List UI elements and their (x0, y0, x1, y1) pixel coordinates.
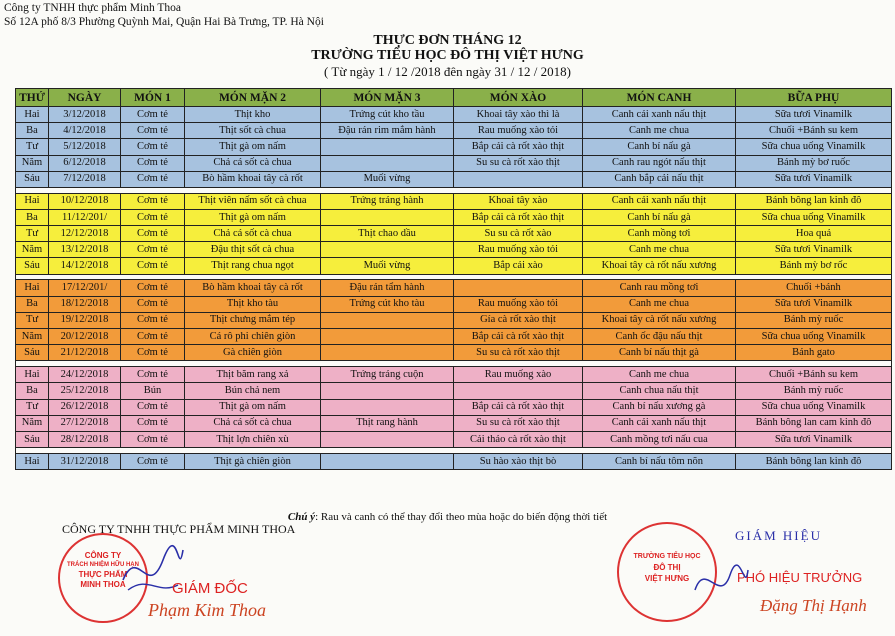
table-cell: Sáu (16, 171, 49, 187)
table-cell: Su su cà rốt xào thịt (454, 345, 583, 361)
table-cell: Muối vừng (321, 258, 454, 274)
table-cell: Canh mồng tơi (583, 226, 736, 242)
table-cell: Cơm tẻ (121, 415, 185, 431)
table-cell: Bắp cải cà rốt xào thịt (454, 139, 583, 155)
table-cell: Thịt sốt cà chua (185, 123, 321, 139)
table-cell: Năm (16, 329, 49, 345)
table-cell: 6/12/2018 (49, 155, 121, 171)
table-cell: 14/12/2018 (49, 258, 121, 274)
note-label: Chú ý (287, 511, 316, 523)
table-cell: Thịt rang chua ngọt (185, 258, 321, 274)
table-cell: Canh mồng tơi nấu cua (583, 431, 736, 447)
table-cell: Bánh mỳ ruốc (736, 312, 892, 328)
table-cell: Chả cá sốt cà chua (185, 226, 321, 242)
company-stamp-line2: TRÁCH NHIỆM HỮU HẠN (67, 562, 139, 568)
table-cell: Cá rô phi chiên giòn (185, 329, 321, 345)
table-cell: 17/12/201/ (49, 280, 121, 296)
table-cell: Canh bắp cải nấu thịt (583, 171, 736, 187)
table-cell: Khoai tây cà rốt nấu xương (583, 312, 736, 328)
table-row (16, 453, 892, 469)
table-cell (321, 329, 454, 345)
table-cell: Cơm tẻ (121, 123, 185, 139)
company-name: Công ty TNHH thực phẩm Minh Thoa (4, 2, 182, 14)
table-cell (454, 280, 583, 296)
table-cell (321, 139, 454, 155)
table-cell: Bún chả nem (185, 383, 321, 399)
table-cell: Thịt gà om nấm (185, 139, 321, 155)
table-cell: Hai (16, 107, 49, 123)
table-cell (321, 399, 454, 415)
table-cell: Thịt viên nấm sốt cà chua (185, 193, 321, 209)
table-cell: Hoa quả (736, 226, 892, 242)
table-row (16, 415, 892, 431)
table-cell: Chả cá sốt cà chua (185, 415, 321, 431)
table-cell: Thịt chao dầu (321, 226, 454, 242)
table-cell: Bò hầm khoai tây cà rốt (185, 171, 321, 187)
table-cell: Bánh bông lan cam kinh đô (736, 415, 892, 431)
table-cell: Trứng cút kho tầu (321, 107, 454, 123)
table-cell: Thịt gà chiên giòn (185, 453, 321, 469)
table-cell: Canh rau ngót nấu thịt (583, 155, 736, 171)
table-cell: Tư (16, 226, 49, 242)
table-cell: Canh chua nấu thịt (583, 383, 736, 399)
company-stamp-line3: THỰC PHẨM (78, 570, 128, 579)
table-cell: Canh me chua (583, 367, 736, 383)
table-cell: Gía cà rốt xào thịt (454, 312, 583, 328)
table-cell (454, 171, 583, 187)
table-row (16, 367, 892, 383)
table-cell: Ba (16, 296, 49, 312)
date-range: ( Từ ngày 1 / 12 /2018 đên ngày 31 / 12 / 2018) (324, 64, 571, 79)
principal-signature (690, 560, 750, 610)
table-cell: Muối vừng (321, 171, 454, 187)
school-stamp-line1: TRƯỜNG TIỂU HỌC (633, 553, 701, 560)
table-cell: Cơm tẻ (121, 329, 185, 345)
table-cell: 25/12/2018 (49, 383, 121, 399)
table-row (16, 139, 892, 155)
table-cell: Thịt lợn chiên xù (185, 431, 321, 447)
table-cell: 5/12/2018 (49, 139, 121, 155)
table-cell: Bánh mỳ bơ rốc (736, 258, 892, 274)
table-cell: Tư (16, 312, 49, 328)
right-role2: PHÓ HIỆU TRƯỞNG (737, 570, 863, 585)
table-cell: Đậu thịt sốt cà chua (185, 242, 321, 258)
table-cell (321, 345, 454, 361)
table-cell: Năm (16, 242, 49, 258)
table-row (16, 193, 892, 209)
table-cell: Bánh mỳ ruốc (736, 383, 892, 399)
table-cell: Cơm tẻ (121, 193, 185, 209)
table-cell: 7/12/2018 (49, 171, 121, 187)
table-cell (321, 431, 454, 447)
column-header: THỨ (16, 89, 49, 107)
table-cell: Canh me chua (583, 123, 736, 139)
table-cell: Su su cà rốt xào thịt (454, 415, 583, 431)
table-cell: Canh bí nấu thịt gà (583, 345, 736, 361)
table-cell: Canh me chua (583, 296, 736, 312)
table-cell: Sữa chua uống Vinamilk (736, 209, 892, 225)
table-row (16, 242, 892, 258)
table-cell: Tư (16, 399, 49, 415)
school-stamp-line2: ĐÔ THỊ (653, 563, 681, 572)
table-cell: Canh bí nấu tôm nõn (583, 453, 736, 469)
left-company-name: CÔNG TY TNHH THỰC PHẨM MINH THOA (62, 522, 296, 536)
company-stamp-line4: MINH THOA (80, 580, 126, 589)
table-cell: 18/12/2018 (49, 296, 121, 312)
table-cell: Cơm tẻ (121, 431, 185, 447)
table-cell: 10/12/2018 (49, 193, 121, 209)
column-header: MÓN 1 (121, 89, 185, 107)
table-cell: Bò hầm khoai tây cà rốt (185, 280, 321, 296)
table-cell: Cơm tẻ (121, 258, 185, 274)
table-cell (321, 453, 454, 469)
table-cell: 31/12/2018 (49, 453, 121, 469)
table-cell: Gà chiên giòn (185, 345, 321, 361)
table-row (16, 345, 892, 361)
table-cell: Rau muống xào (454, 367, 583, 383)
table-cell (321, 312, 454, 328)
table-cell: Bánh gato (736, 345, 892, 361)
table-cell: Bánh mỳ bơ ruốc (736, 155, 892, 171)
table-cell: Chuối +bánh (736, 280, 892, 296)
table-cell: Ba (16, 209, 49, 225)
table-cell: Su su cà rốt xào (454, 226, 583, 242)
table-cell: Rau muống xào tỏi (454, 242, 583, 258)
table-cell: Thịt kho tàu (185, 296, 321, 312)
table-cell: Ba (16, 383, 49, 399)
table-cell: Tư (16, 139, 49, 155)
table-cell: Cơm tẻ (121, 226, 185, 242)
table-cell: Khoai tây xào thì là (454, 107, 583, 123)
table-cell: 27/12/2018 (49, 415, 121, 431)
table-row (16, 383, 892, 399)
column-header: MÓN MẶN 3 (321, 89, 454, 107)
table-cell: Cơm tẻ (121, 399, 185, 415)
table-cell: 4/12/2018 (49, 123, 121, 139)
table-cell: Sữa chua uống Vinamilk (736, 139, 892, 155)
table-cell: Bắp cải cà rốt xào thịt (454, 209, 583, 225)
table-cell: 12/12/2018 (49, 226, 121, 242)
table-row (16, 280, 892, 296)
table-cell: Sữa tươi Vinamilk (736, 242, 892, 258)
table-cell: Canh ốc đậu nấu thịt (583, 329, 736, 345)
left-name: Phạm Kim Thoa (148, 600, 267, 620)
table-cell: Cơm tẻ (121, 209, 185, 225)
table-cell: Bắp cải cà rốt xào thịt (454, 399, 583, 415)
table-cell: Đậu rán rim mắm hành (321, 123, 454, 139)
table-cell: Bánh bông lan kinh đô (736, 453, 892, 469)
table-row (16, 312, 892, 328)
table-row (16, 107, 892, 123)
table-cell: Trứng tráng hành (321, 193, 454, 209)
right-role1: GIÁM HIỆU (735, 528, 822, 543)
table-cell: Su hào xào thịt bò (454, 453, 583, 469)
left-role: GIÁM ĐỐC (172, 580, 248, 597)
school-title: TRƯỜNG TIỂU HỌC ĐÔ THỊ VIỆT HƯNG (311, 48, 584, 63)
table-cell (321, 242, 454, 258)
column-header: MÓN XÀO (454, 89, 583, 107)
table-cell: 26/12/2018 (49, 399, 121, 415)
table-row (16, 258, 892, 274)
table-cell: 28/12/2018 (49, 431, 121, 447)
table-cell: Cơm tẻ (121, 453, 185, 469)
table-cell: Cơm tẻ (121, 312, 185, 328)
note-text: : Rau và canh có thể thay đổi theo mùa hoặc do biến động thời tiết (315, 511, 608, 523)
table-row (16, 226, 892, 242)
column-header: MÓN MẶN 2 (185, 89, 321, 107)
table-cell: Ba (16, 123, 49, 139)
table-cell: Bắp cải xào (454, 258, 583, 274)
table-cell: Chuối +Bánh su kem (736, 367, 892, 383)
table-cell: Khoai tây cà rốt nấu xương (583, 258, 736, 274)
table-cell: Rau muống xào tỏi (454, 123, 583, 139)
table-cell: Trứng cút kho tàu (321, 296, 454, 312)
table-cell: 20/12/2018 (49, 329, 121, 345)
table-cell: Năm (16, 155, 49, 171)
school-stamp-line3: VIỆT HƯNG (644, 574, 690, 583)
company-address: Số 12A phố 8/3 Phường Quỳnh Mai, Quận Hai Bà Trưng, TP. Hà Nội (4, 16, 324, 28)
table-cell: Canh bí nấu xương gà (583, 399, 736, 415)
table-cell: Canh me chua (583, 242, 736, 258)
table-header (16, 89, 892, 107)
table-cell: 13/12/2018 (49, 242, 121, 258)
table-cell: Sữa chua uống Vinamilk (736, 329, 892, 345)
table-cell: Thịt gà om nấm (185, 399, 321, 415)
table-cell: Sữa tươi Vinamilk (736, 171, 892, 187)
table-cell: Chuối +Bánh su kem (736, 123, 892, 139)
table-cell: Năm (16, 415, 49, 431)
table-cell: Cơm tẻ (121, 345, 185, 361)
table-cell: Thịt chưng mắm tép (185, 312, 321, 328)
table-cell (321, 209, 454, 225)
table-cell: Thịt băm rang xả (185, 367, 321, 383)
table-cell: Cơm tẻ (121, 171, 185, 187)
table-cell: Canh bí nấu gà (583, 139, 736, 155)
table-row (16, 329, 892, 345)
table-cell: 21/12/2018 (49, 345, 121, 361)
company-stamp-line1: CÔNG TY (84, 551, 122, 560)
column-header: MÓN CANH (583, 89, 736, 107)
table-cell: Cơm tẻ (121, 280, 185, 296)
table-cell: Su su cà rốt xào thịt (454, 155, 583, 171)
table-cell: Cơm tẻ (121, 296, 185, 312)
table-cell: Canh rau mồng tơi (583, 280, 736, 296)
table-cell: Hai (16, 453, 49, 469)
table-cell: Canh cải xanh nấu thịt (583, 193, 736, 209)
table-cell: Sữa chua uống Vinamilk (736, 399, 892, 415)
table-cell: Trứng tráng cuộn (321, 367, 454, 383)
table-cell: Sáu (16, 431, 49, 447)
table-cell: Bánh bông lan kinh đô (736, 193, 892, 209)
table-cell: Canh cải xanh nấu thịt (583, 107, 736, 123)
table-cell: Rau muống xào tỏi (454, 296, 583, 312)
table-cell: 24/12/2018 (49, 367, 121, 383)
table-cell: Sữa tươi Vinamilk (736, 296, 892, 312)
table-cell: Thịt rang hành (321, 415, 454, 431)
table-cell: Hai (16, 193, 49, 209)
table-cell: Thịt gà om nấm (185, 209, 321, 225)
table-cell: Cơm tẻ (121, 107, 185, 123)
table-cell: Chả cá sốt cà chua (185, 155, 321, 171)
table-row (16, 123, 892, 139)
table-row (16, 171, 892, 187)
table-cell: 11/12/201/ (49, 209, 121, 225)
table-cell: Cơm tẻ (121, 139, 185, 155)
table-cell (321, 383, 454, 399)
table-cell: Sữa tươi Vinamilk (736, 431, 892, 447)
table-row (16, 431, 892, 447)
table-cell: Thịt kho (185, 107, 321, 123)
table-cell: Canh bí nấu gà (583, 209, 736, 225)
table-cell (454, 383, 583, 399)
table-cell: Sáu (16, 258, 49, 274)
table-cell: Khoai tây xào (454, 193, 583, 209)
menu-title: THỰC ĐƠN THÁNG 12 (373, 33, 522, 48)
table-cell: Đậu rán tẩm hành (321, 280, 454, 296)
column-header: NGÀY (49, 89, 121, 107)
table-row (16, 155, 892, 171)
table-cell (321, 155, 454, 171)
column-header: BỮA PHỤ (736, 89, 892, 107)
table-row (16, 399, 892, 415)
table-cell: 3/12/2018 (49, 107, 121, 123)
table-cell: Bắp cải cà rốt xào thịt (454, 329, 583, 345)
table-row (16, 296, 892, 312)
table-cell: Cơm tẻ (121, 242, 185, 258)
table-cell: Hai (16, 367, 49, 383)
table-cell: Sữa tươi Vinamilk (736, 107, 892, 123)
table-cell: Cải thảo cà rốt xào thịt (454, 431, 583, 447)
table-cell: Sáu (16, 345, 49, 361)
menu-table (15, 88, 892, 470)
table-cell: Canh cải xanh nấu thịt (583, 415, 736, 431)
table-cell: 19/12/2018 (49, 312, 121, 328)
table-cell: Cơm tẻ (121, 155, 185, 171)
table-cell: Bún (121, 383, 185, 399)
table-row (16, 209, 892, 225)
right-name: Đặng Thị Hạnh (760, 596, 867, 615)
table-cell: Cơm tẻ (121, 367, 185, 383)
table-cell: Hai (16, 280, 49, 296)
